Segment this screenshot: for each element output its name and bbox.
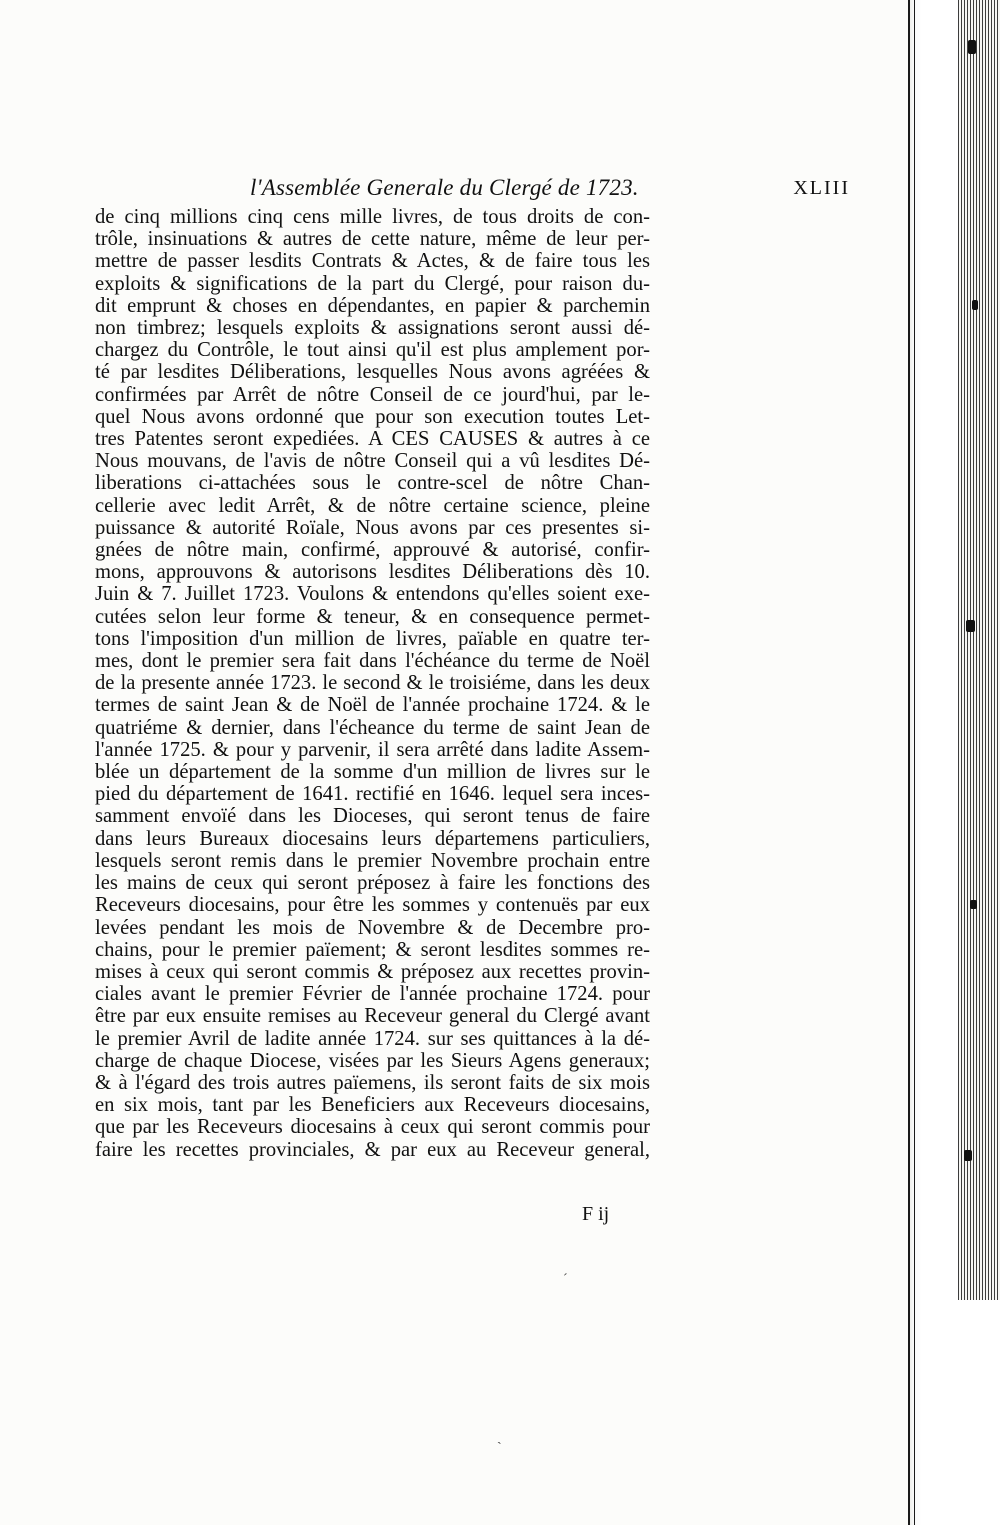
text-line: trôle, insinuations & autres de cette nature, même de leur per-: [95, 228, 650, 251]
text-line: que par les Receveurs diocesains à ceux qui seront commis pour: [95, 1116, 650, 1139]
stray-mark: ˊ: [563, 1272, 568, 1287]
text-line: quatriéme & dernier, dans l'écheance du terme de saint Jean de: [95, 716, 650, 739]
page-edge-line-inner: [914, 0, 915, 1525]
text-line: charge de chaque Diocese, visées par les Sieurs Agens generaux;: [95, 1049, 650, 1072]
edge-speck: [972, 300, 978, 310]
text-line: Juin & 7. Juillet 1723. Voulons & entendons qu'elles soient exe-: [95, 583, 650, 606]
text-line: liberations ci-attachées sous le contre-scel de nôtre Chan-: [95, 472, 650, 495]
text-line: ciales avant le premier Février de l'année prochaine 1724. pour: [95, 983, 650, 1006]
text-line: exploits & significations de la part du Clergé, pour raison du-: [95, 272, 650, 295]
text-line: dit emprunt & choses en dépendantes, en papier & parchemin: [95, 294, 650, 317]
text-line: confirmées par Arrêt de nôtre Conseil de ce jourd'hui, par le-: [95, 383, 650, 406]
page-folio: XLIII: [793, 177, 850, 199]
text-line: gnées de nôtre main, confirmé, approuvé & autorisé, confir-: [95, 539, 650, 562]
text-line: de cinq millions cinq cens mille livres, de tous droits de con-: [95, 206, 650, 228]
signature-mark: F ij: [582, 1203, 610, 1225]
text-line: mons, approuvons & autorisons lesdites Déliberations dès 10.: [95, 561, 650, 584]
text-line: l'année 1725. & pour y parvenir, il sera arrêté dans ladite Assem-: [95, 738, 650, 761]
text-line: mes, dont le premier sera fait dans l'échéance du terme de Noël: [95, 650, 650, 673]
text-line: puissance & autorité Roïale, Nous avons par ces presentes si-: [95, 516, 650, 539]
text-line: mises à ceux qui seront commis & préposez aux recettes provin-: [95, 960, 650, 983]
text-line: faire les recettes provinciales, & par eux au Receveur general,: [95, 1138, 650, 1161]
text-line: de la presente année 1723. le second & le troisiéme, dans les deux: [95, 672, 650, 695]
page-edge-line: [908, 0, 910, 1525]
edge-speck: [966, 620, 975, 632]
text-line: Nous mouvans, de l'avis de nôtre Conseil qui a vû lesdites Dé-: [95, 450, 650, 473]
text-line: quel Nous avons ordonné que pour son execution toutes Let-: [95, 405, 650, 428]
stacked-page-edges: [958, 0, 1000, 1300]
text-line: levées pendant les mois de Novembre & de Decembre pro-: [95, 916, 650, 939]
text-line: Receveurs diocesains, pour être les sommes y contenuës par eux: [95, 894, 650, 917]
text-line: dans leurs Bureaux diocesains leurs départemens particuliers,: [95, 827, 650, 850]
text-line: être par eux ensuite remises au Receveur general du Clergé avant: [95, 1005, 650, 1028]
edge-speck: [968, 40, 976, 54]
text-line: non timbrez; lesquels exploits & assignations seront aussi dé-: [95, 317, 650, 340]
text-line: samment envoïé dans les Dioceses, qui seront tenus de faire: [95, 805, 650, 828]
edge-speck: [970, 900, 977, 909]
text-line: chargez du Contrôle, le tout ainsi qu'il est plus amplement por-: [95, 339, 650, 362]
text-line: tons l'imposition d'un million de livres, païable en quatre ter-: [95, 627, 650, 650]
text-line: blée un département de la somme d'un million de livres sur le: [95, 761, 650, 784]
text-line: en six mois, tant par les Beneficiers aux Receveurs diocesains,: [95, 1094, 650, 1117]
text-line: pied du département de 1641. rectifié en 1646. lequel sera inces-: [95, 783, 650, 806]
stray-mark: ˏ: [497, 1430, 502, 1445]
running-head-title: l'Assemblée Generale du Clergé de 1723.: [250, 175, 639, 200]
text-line: cellerie avec ledit Arrêt, & de nôtre certaine science, pleine: [95, 494, 650, 517]
text-line: chains, pour le premier païement; & seront lesdites sommes re-: [95, 938, 650, 961]
text-line: té par lesdites Déliberations, lesquelles Nous avons agréées &: [95, 361, 650, 384]
text-line: & à l'égard des trois autres païemens, ils seront faits de six mois: [95, 1071, 650, 1094]
text-line: termes de saint Jean & de Noël de l'année prochaine 1724. & le: [95, 694, 650, 717]
text-line: le premier Avril de ladite année 1724. sur ses quittances à la dé-: [95, 1027, 650, 1050]
text-line: les mains de ceux qui seront préposez à faire les fonctions des: [95, 872, 650, 895]
text-line: lesquels seront remis dans le premier Novembre prochain entre: [95, 849, 650, 872]
text-line: mettre de passer lesdits Contrats & Actes, & de faire tous les: [95, 250, 650, 273]
body-text: [95, 206, 650, 1161]
running-head: [250, 175, 850, 205]
text-line: cutées selon leur forme & teneur, & en consequence permet-: [95, 605, 650, 628]
edge-speck: [964, 1150, 972, 1161]
text-line: tres Patentes seront expediées. A CES CAUSES & autres à ce: [95, 428, 650, 451]
